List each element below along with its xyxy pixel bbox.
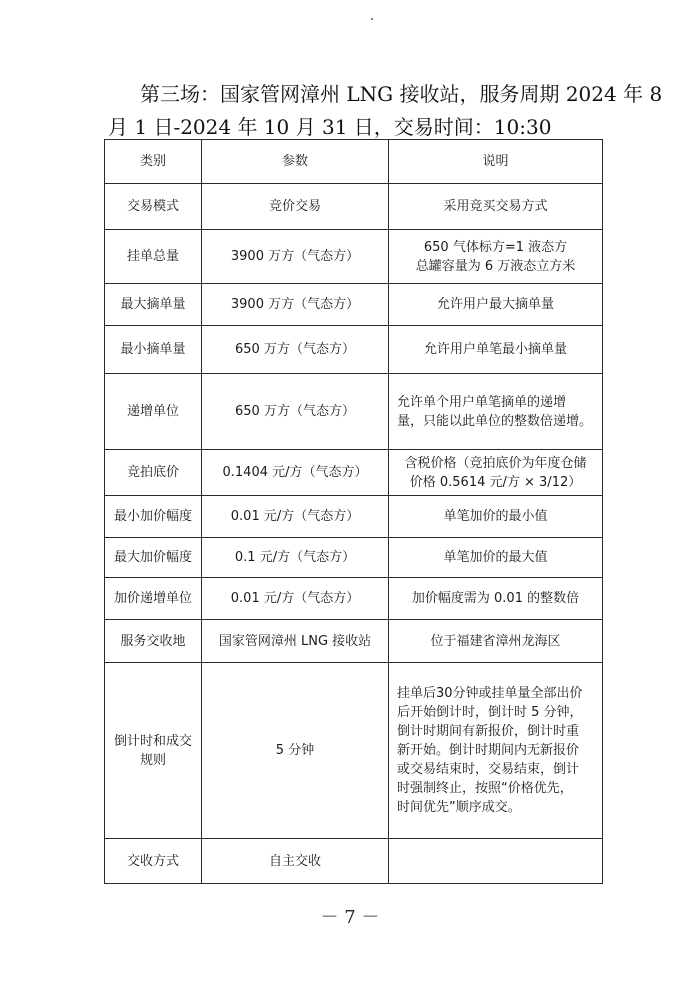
desc-line: 允许单个用户单笔摘单的递增 [397, 394, 567, 410]
table-row [105, 538, 603, 578]
row-desc [389, 230, 603, 284]
desc-line: 或交易结束时，交易结束，倒计 [397, 762, 580, 777]
desc-line: 价格 0.5614 元/方 × 3/12） [409, 474, 582, 490]
desc-line: 单笔加价的最小值 [443, 509, 548, 524]
row-param: 0.1404 元/方（气态方） [202, 450, 389, 496]
desc-line: 位于福建省漳州龙海区 [430, 633, 561, 649]
table-row [105, 496, 603, 538]
row-param: 国家管网漳州 LNG 接收站 [202, 620, 389, 663]
heading-line-2: 月 1 日-2024 年 10 月 31 日，交易时间：10:30 [108, 115, 552, 139]
scan-dot [371, 18, 373, 20]
header-category: 类别 [105, 140, 202, 184]
row-category: 交易模式 [105, 184, 202, 230]
desc-line: 650 气体标方=1 液态方 [423, 239, 568, 255]
table-row [105, 230, 603, 284]
category-line: 规则 [139, 752, 166, 768]
row-param: 650 万方（气态方） [202, 326, 389, 374]
desc-line: 采用竞买交易方式 [443, 199, 548, 214]
desc-line: 时强制终止，按照“价格优先， [397, 781, 573, 796]
desc-line: 后开始倒计时，倒计时 5 分钟， [397, 705, 583, 720]
trading-parameters-table [104, 139, 603, 884]
desc-line: 允许用户最大摘单量 [436, 297, 554, 312]
row-param: 0.1 元/方（气态方） [202, 538, 389, 578]
row-param: 3900 万方（气态方） [202, 230, 389, 284]
desc-line: 含税价格（竞拍底价为年度仓储 [404, 455, 587, 471]
row-desc [389, 184, 603, 230]
desc-line: 加价幅度需为 0.01 的整数倍 [411, 591, 580, 606]
row-desc [389, 450, 603, 496]
desc-line: 总罐容量为 6 万液态立方米 [415, 258, 576, 274]
table-row [105, 184, 603, 230]
row-category: 加价递增单位 [105, 578, 202, 620]
row-category: 最大摘单量 [105, 284, 202, 326]
heading-line-1: 第三场：国家管网漳州 LNG 接收站，服务周期 2024 年 8 [140, 82, 663, 106]
row-category: 最小摘单量 [105, 326, 202, 374]
row-category: 递增单位 [105, 374, 202, 450]
desc-line: 允许用户单笔最小摘单量 [423, 342, 567, 357]
table-row [105, 284, 603, 326]
desc-line: 量，只能以此单位的整数倍递增。 [397, 413, 593, 429]
row-category: 挂单总量 [105, 230, 202, 284]
row-desc [389, 620, 603, 663]
header-param: 参数 [202, 140, 389, 184]
row-desc [389, 578, 603, 620]
row-category: 服务交收地 [105, 620, 202, 663]
row-param: 3900 万方（气态方） [202, 284, 389, 326]
row-category: 竞拍底价 [105, 450, 202, 496]
header-desc: 说明 [389, 140, 603, 184]
table-row [105, 663, 603, 839]
row-desc [389, 326, 603, 374]
table-row [105, 578, 603, 620]
row-param: 0.01 元/方（气态方） [202, 496, 389, 538]
page-number: － 7 － [320, 907, 380, 928]
row-param: 自主交收 [202, 839, 389, 884]
row-desc [389, 496, 603, 538]
table-row [105, 839, 603, 884]
row-desc [389, 284, 603, 326]
row-category: 最大加价幅度 [105, 538, 202, 578]
row-param: 竞价交易 [202, 184, 389, 230]
table-header-row [105, 140, 603, 184]
desc-line: 挂单后30分钟或挂单量全部出价 [397, 686, 583, 701]
row-desc [389, 374, 603, 450]
desc-line: 单笔加价的最大值 [443, 550, 548, 565]
table-row [105, 326, 603, 374]
row-desc [389, 663, 603, 839]
table-row [105, 374, 603, 450]
row-category [105, 663, 202, 839]
desc-line: 时间优先”顺序成交。 [397, 800, 521, 815]
table-row [105, 620, 603, 663]
row-desc [389, 839, 603, 884]
row-param: 5 分钟 [202, 663, 389, 839]
row-category: 交收方式 [105, 839, 202, 884]
row-desc [389, 538, 603, 578]
table-row [105, 450, 603, 496]
category-line: 倒计时和成交 [113, 733, 192, 749]
row-param: 0.01 元/方（气态方） [202, 578, 389, 620]
desc-line: 倒计时期间有新报价，倒计时重 [397, 724, 580, 739]
row-category: 最小加价幅度 [105, 496, 202, 538]
row-param: 650 万方（气态方） [202, 374, 389, 450]
desc-line: 新开始。倒计时期间内无新报价 [397, 743, 580, 758]
